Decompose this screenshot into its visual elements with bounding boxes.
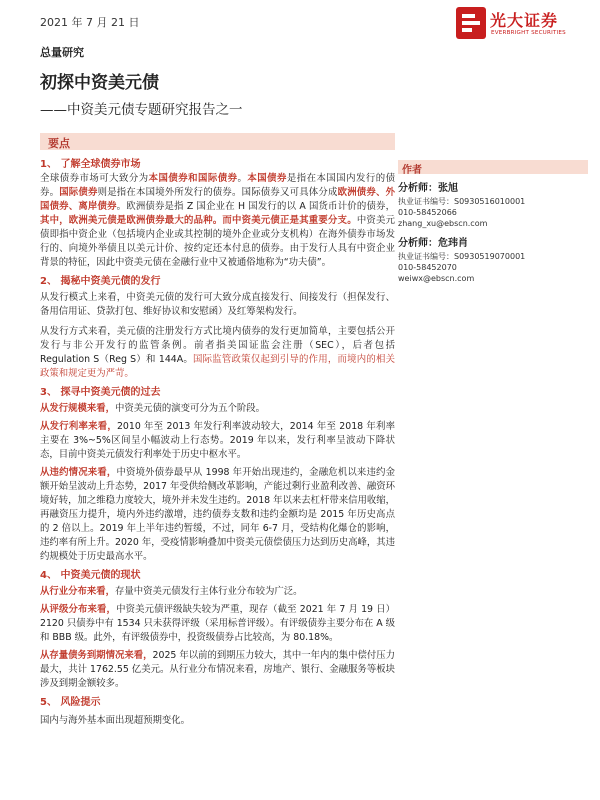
author-email[interactable]: weiwx@ebscn.com — [398, 274, 475, 283]
section-3-paragraph-3 — [40, 466, 395, 564]
highlight-run: 从违约情况来看， — [40, 467, 117, 478]
text-run: 从发行方式来看，美元债的注册发行方式比境内债券的发行更加简单，主要包括公开发行与非公开发行的监管条例。前者指美国证监会注册（SEC），后者包括 Regulation S（Reg S）和 144A。 — [40, 326, 395, 365]
highlight-run: 本国债券和国际债券 — [148, 173, 238, 184]
highlight-run: 欧洲债券、外国债券、离岸债券 — [40, 187, 395, 212]
author-name: 分析师：张旭 — [398, 183, 458, 194]
section-5-paragraph: 国内与海外基本面出现超预期变化。 — [40, 715, 191, 726]
highlight-run: 从行业分布来看， — [40, 586, 116, 597]
author-email[interactable]: zhang_xu@ebscn.com — [398, 219, 488, 228]
section-heading-4: 4、 中资美元债的现状 — [40, 570, 141, 581]
section-heading-3: 3、 探寻中资美元债的过去 — [40, 387, 161, 398]
author-block — [398, 237, 588, 284]
section-3-paragraph-1 — [40, 402, 395, 416]
authors-label: 作者 — [402, 165, 422, 176]
highlight-run: 国际债券 — [59, 187, 98, 198]
author-cert: 执业证书编号：S0930519070001 — [398, 252, 526, 261]
highlight-run: 从发行规模来看， — [40, 403, 116, 414]
logo-text-en: EVERBRIGHT SECURITIES — [491, 30, 566, 36]
highlight-run: 其中，欧洲美元债是欧洲债券最大的品种。而中资美元债正是其重要分支。 — [40, 215, 357, 226]
section-4-paragraph-1 — [40, 585, 395, 599]
logo-text-cn: 光大证券 — [490, 11, 559, 30]
authors-header-bar — [398, 160, 588, 174]
text-run: 全球债券市场可大致分为 — [40, 173, 149, 184]
text-run: 是指在本国国内发行的债券。 — [40, 173, 395, 198]
text-run: 中资美元债评级缺失较为严重，现存（截至 2021 年 7 月 19 日）2120 只债券中有 1534 只未获得评级（采用标普评级）。有评级债券主要分布在 A 级和 BBB 级。此外，有评级债券中，投资级债券占比较高，为 80.18%。 — [40, 604, 395, 643]
report-title: 初探中资美元债 — [40, 73, 159, 93]
text-run: 中资美元债即指中资企业（包括境内企业或其控制的境外企业或分支机构）在海外债券市场发行的、向境外举债且以美元计价、按约定还本付息的债券。由于发行人具有中资企业背景的特征，因此中资美元债在金融行业中又被通俗地称为“功夫债”。 — [40, 215, 395, 268]
section-heading-2: 2、 揭秘中资美元债的发行 — [40, 276, 161, 287]
highlight-run: 从发行利率来看， — [40, 421, 117, 432]
section-4-paragraph-3 — [40, 649, 395, 691]
summary-body — [40, 157, 395, 728]
highlight-run: 本国债券 — [247, 173, 287, 184]
report-category: 总量研究 — [40, 46, 84, 59]
section-3-paragraph-2 — [40, 420, 395, 462]
summary-label: 要点 — [48, 137, 70, 150]
section-2-paragraph-2 — [40, 325, 395, 381]
section-heading-5: 5、 风险提示 — [40, 697, 101, 708]
author-phone: 010-58452070 — [398, 263, 457, 272]
text-run: 。欧洲债券是指 Z 国企业在 H 国发行的以 A 国货币计价的债券， — [116, 201, 395, 212]
highlight-run: 国际监管政策仅起到引导的作用，而境内的相关政策和规定更为严苛。 — [40, 354, 395, 379]
section-1-paragraph — [40, 172, 395, 270]
everbright-logo — [456, 6, 586, 42]
text-run: 存量中资美元债发行主体行业分布较为广泛。 — [115, 586, 303, 597]
text-run: 则是指在本国境外所发行的债券。国际债券又可具体分成 — [97, 187, 338, 198]
section-heading-1: 1、 了解全球债券市场 — [40, 159, 141, 170]
text-run: 中资境外债券最早从 1998 年开始出现违约，金融危机以来违约金额开始呈波动上升态势，2017 年受供给侧改革影响，产能过剩行业盈利改善、融资环境好转，加之维稳力度较大，境外并未发生违约。2018 年以来去杠杆带来信用收缩，再融资压力提升，境内外违约激增，违约债券支数和违约金额均是 2015 年历史高点的 2 倍以上。2019 年上半年违约暂缓，不过，同年 6-7 月，受结构化爆仓的影响，违约率有所上升。2020 年，受疫情影响叠加中资美元债偿债压力达到历史高峰，其违约规模处于历史最高水平。 — [40, 467, 395, 562]
highlight-run: 从评级分布来看， — [40, 604, 117, 615]
section-2-paragraph-1: 从发行模式上来看，中资美元债的发行可大致分成直接发行、间接发行（担保发行、备用信用证、贷款打包、维好协议和安慰函）及红筹架构发行。 — [40, 292, 395, 317]
summary-header-bar — [40, 133, 395, 150]
highlight-run: 从存量债务到期情况来看， — [40, 650, 153, 661]
text-run: 2010 年至 2013 年发行利率波动较大，2014 年至 2018 年利率主要在 3%~5%区间呈小幅波动上行态势。2019 年以来，发行利率呈波动下降状态，目前中资美元债发行利率处于历史中枢水平。 — [40, 421, 395, 460]
author-phone: 010-58452066 — [398, 208, 457, 217]
author-name: 分析师：危玮肖 — [398, 238, 468, 249]
section-4-paragraph-2 — [40, 603, 395, 645]
everbright-logo-icon — [456, 7, 486, 39]
report-date: 2021 年 7 月 21 日 — [40, 16, 140, 29]
text-run: 。 — [237, 173, 248, 184]
author-cert: 执业证书编号：S0930516010001 — [398, 197, 526, 206]
text-run: 2025 年以前的到期压力较大，其中一年内的集中偿付压力最大，共计 1762.55 亿美元。从行业分布情况来看，房地产、银行、金融服务等板块涉及到期金额较多。 — [40, 650, 395, 689]
author-block — [398, 182, 588, 229]
report-subtitle: ——中资美元债专题研究报告之一 — [40, 102, 243, 118]
text-run: 中资美元债的演变可分为五个阶段。 — [115, 403, 266, 414]
